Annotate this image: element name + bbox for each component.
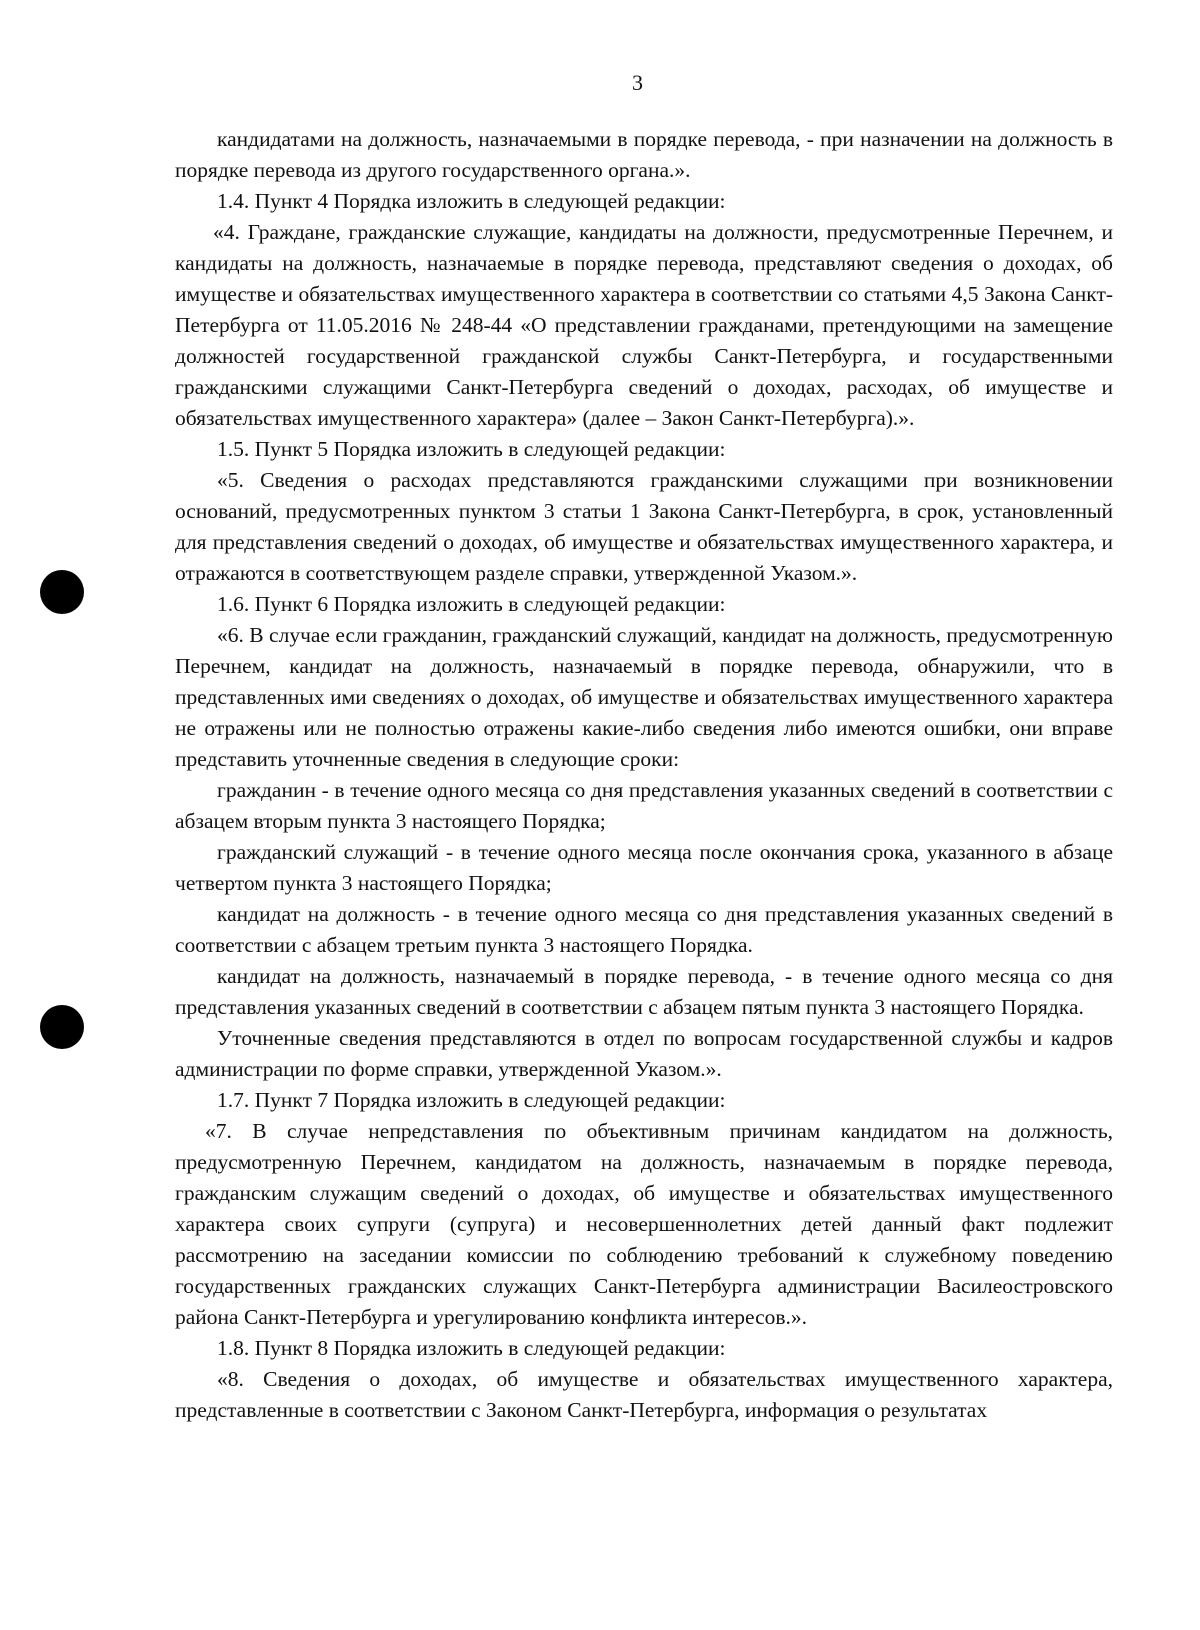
paragraph-clause-1-4: 1.4. Пункт 4 Порядка изложить в следующей редакции: [217, 189, 726, 213]
punch-hole-mark [40, 570, 84, 614]
paragraph-point-4-text: «4. Граждане, гражданские служащие, кандидаты на должности, предусмотренные Перечнем, и кандидаты на должность, назначаемые в порядке перевода, представляют сведения о доходах, об имуществе и обязательствах имущественного характера в соответствии со статьями 4,5 Закона Санкт-Петербурга от 11.05.2016 № 248-44 «О представлении гражданами, претендующими на замещение должностей государственной гражданской службы Санкт-Петербурга, и государственными гражданскими служащими Санкт-Петербурга сведений о доходах, расходах, об имуществе и обязательствах имущественного характера» (далее – Закон Санкт-Петербурга).». [175, 220, 1113, 430]
paragraph-clause-1-5: 1.5. Пункт 5 Порядка изложить в следующей редакции: [217, 437, 726, 461]
paragraph-clause-1-7: 1.7. Пункт 7 Порядка изложить в следующей редакции: [217, 1088, 726, 1112]
page-number: 3 [632, 70, 643, 95]
paragraph-point-8-text: «8. Сведения о доходах, об имуществе и обязательствах имущественного характера, представленные в соответствии с Законом Санкт-Петербурга, информация о результатах [175, 1367, 1113, 1422]
punch-hole-mark [40, 1005, 84, 1049]
paragraph-continuation: кандидатами на должность, назначаемыми в порядке перевода, - при назначении на должность в порядке перевода из другого государственного органа.». [175, 127, 1113, 182]
paragraph-deadline-transfer-candidate: кандидат на должность, назначаемый в порядке перевода, - в течение одного месяца со дня представления указанных сведений в соответствии с абзацем пятым пункта 3 настоящего Порядка. [175, 964, 1113, 1019]
document-body [175, 124, 1113, 1426]
paragraph-point-6-text: «6. В случае если гражданин, гражданский служащий, кандидат на должность, предусмотренную Перечнем, кандидат на должность, назначаемый в порядке перевода, обнаружили, что в представленных ими сведениях о доходах, об имуществе и обязательствах имущественного характера не отражены или не полностью отражены какие-либо сведения либо имеются ошибки, они вправе представить уточненные сведения в следующие сроки: [175, 623, 1113, 771]
paragraph-deadline-candidate: кандидат на должность - в течение одного месяца со дня представления указанных сведений в соответствии с абзацем третьим пункта 3 настоящего Порядка. [175, 902, 1113, 957]
paragraph-deadline-citizen: гражданин - в течение одного месяца со дня представления указанных сведений в соответствии с абзацем вторым пункта 3 настоящего Порядка; [175, 778, 1113, 833]
paragraph-clarified-info: Уточненные сведения представляются в отдел по вопросам государственной службы и кадров администрации по форме справки, утвержденной Указом.». [175, 1026, 1113, 1081]
paragraph-point-5-text: «5. Сведения о расходах представляются гражданскими служащими при возникновении оснований, предусмотренных пунктом 3 статьи 1 Закона Санкт-Петербурга, в срок, установленный для представления сведений о доходах, об имуществе и обязательствах имущественного характера, и отражаются в соответствующем разделе справки, утвержденной Указом.». [175, 468, 1113, 585]
paragraph-clause-1-8: 1.8. Пункт 8 Порядка изложить в следующей редакции: [217, 1336, 726, 1360]
paragraph-clause-1-6: 1.6. Пункт 6 Порядка изложить в следующей редакции: [217, 592, 726, 616]
paragraph-point-7-text: «7. В случае непредставления по объективным причинам кандидатом на должность, предусмотренную Перечнем, кандидатом на должность, назначаемым в порядке перевода, гражданским служащим сведений о доходах, об имуществе и обязательствах имущественного характера своих супруги (супруга) и несовершеннолетних детей данный факт подлежит рассмотрению на заседании комиссии по соблюдению требований к служебному поведению государственных гражданских служащих Санкт-Петербурга администрации Василеостровского района Санкт-Петербурга и урегулированию конфликта интересов.». [175, 1119, 1113, 1329]
paragraph-deadline-civil-servant: гражданский служащий - в течение одного месяца после окончания срока, указанного в абзаце четвертом пункта 3 настоящего Порядка; [175, 840, 1113, 895]
